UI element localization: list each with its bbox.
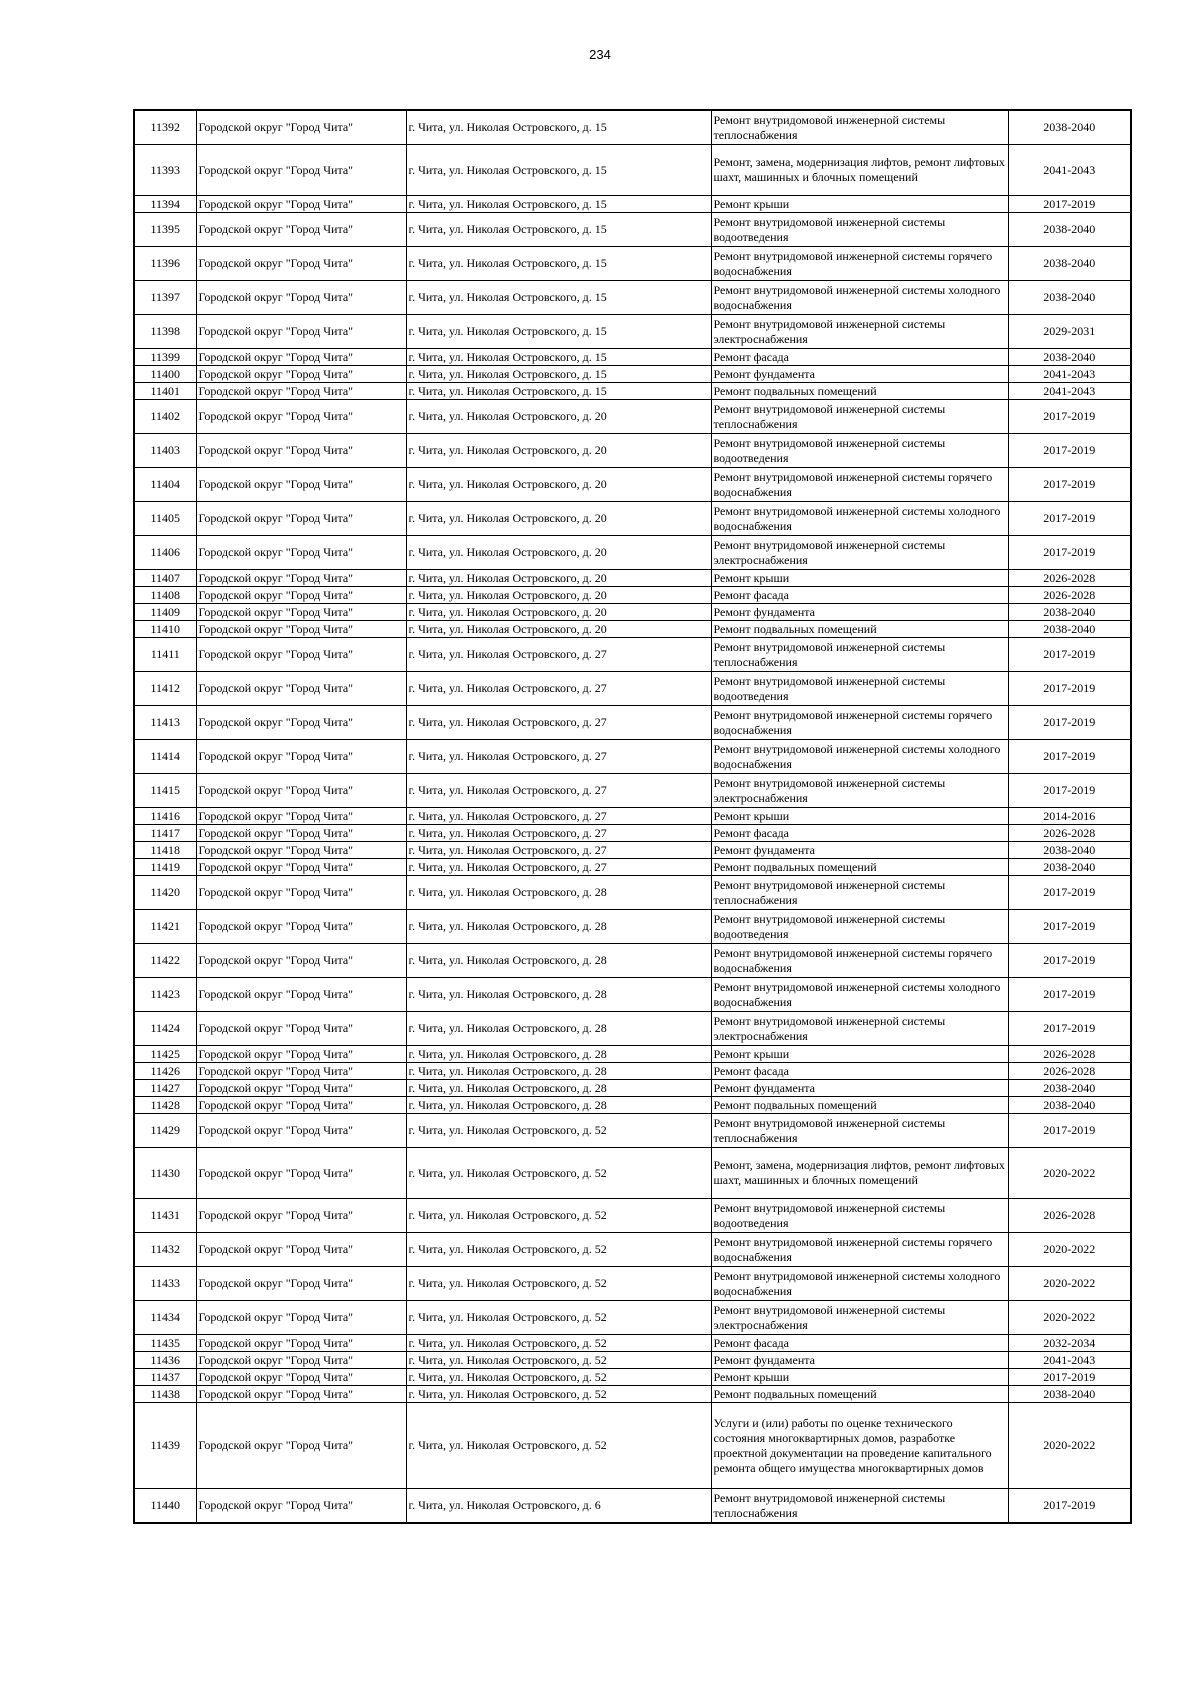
row-number-cell: 11436 bbox=[134, 1352, 196, 1369]
period-cell: 2020-2022 bbox=[1008, 1148, 1131, 1199]
address-cell: г. Чита, ул. Николая Островского, д. 28 bbox=[406, 978, 711, 1012]
table-row bbox=[134, 1233, 1131, 1267]
row-number-cell: 11416 bbox=[134, 808, 196, 825]
row-number-cell: 11433 bbox=[134, 1267, 196, 1301]
table-row bbox=[134, 842, 1131, 859]
period-cell: 2026-2028 bbox=[1008, 1199, 1131, 1233]
address-cell: г. Чита, ул. Николая Островского, д. 15 bbox=[406, 349, 711, 366]
row-number-cell: 11409 bbox=[134, 604, 196, 621]
address-cell: г. Чита, ул. Николая Островского, д. 52 bbox=[406, 1199, 711, 1233]
period-cell: 2026-2028 bbox=[1008, 570, 1131, 587]
address-cell: г. Чита, ул. Николая Островского, д. 52 bbox=[406, 1352, 711, 1369]
row-number-cell: 11408 bbox=[134, 587, 196, 604]
work-type-cell: Ремонт внутридомовой инженерной системы холодного водоснабжения bbox=[711, 1267, 1008, 1301]
row-number-cell: 11428 bbox=[134, 1097, 196, 1114]
period-cell: 2038-2040 bbox=[1008, 621, 1131, 638]
row-number-cell: 11404 bbox=[134, 468, 196, 502]
period-cell: 2020-2022 bbox=[1008, 1403, 1131, 1489]
municipality-cell: Городской округ "Город Чита" bbox=[196, 1012, 406, 1046]
table-row bbox=[134, 876, 1131, 910]
municipality-cell: Городской округ "Город Чита" bbox=[196, 808, 406, 825]
row-number-cell: 11417 bbox=[134, 825, 196, 842]
row-number-cell: 11432 bbox=[134, 1233, 196, 1267]
address-cell: г. Чита, ул. Николая Островского, д. 15 bbox=[406, 366, 711, 383]
row-number-cell: 11395 bbox=[134, 213, 196, 247]
period-cell: 2032-2034 bbox=[1008, 1335, 1131, 1352]
table-row bbox=[134, 1386, 1131, 1403]
period-cell: 2026-2028 bbox=[1008, 1063, 1131, 1080]
table-row bbox=[134, 1352, 1131, 1369]
period-cell: 2038-2040 bbox=[1008, 1080, 1131, 1097]
table-row bbox=[134, 110, 1131, 145]
table-row bbox=[134, 944, 1131, 978]
row-number-cell: 11413 bbox=[134, 706, 196, 740]
municipality-cell: Городской округ "Город Чита" bbox=[196, 1301, 406, 1335]
work-type-cell: Ремонт внутридомовой инженерной системы холодного водоснабжения bbox=[711, 281, 1008, 315]
address-cell: г. Чита, ул. Николая Островского, д. 28 bbox=[406, 1012, 711, 1046]
address-cell: г. Чита, ул. Николая Островского, д. 27 bbox=[406, 672, 711, 706]
municipality-cell: Городской округ "Город Чита" bbox=[196, 1148, 406, 1199]
table-row bbox=[134, 1080, 1131, 1097]
address-cell: г. Чита, ул. Николая Островского, д. 20 bbox=[406, 400, 711, 434]
row-number-cell: 11422 bbox=[134, 944, 196, 978]
period-cell: 2026-2028 bbox=[1008, 587, 1131, 604]
address-cell: г. Чита, ул. Николая Островского, д. 27 bbox=[406, 706, 711, 740]
address-cell: г. Чита, ул. Николая Островского, д. 15 bbox=[406, 383, 711, 400]
period-cell: 2029-2031 bbox=[1008, 315, 1131, 349]
period-cell: 2017-2019 bbox=[1008, 1489, 1131, 1524]
work-type-cell: Ремонт крыши bbox=[711, 1046, 1008, 1063]
address-cell: г. Чита, ул. Николая Островского, д. 52 bbox=[406, 1267, 711, 1301]
work-type-cell: Ремонт внутридомовой инженерной системы теплоснабжения bbox=[711, 638, 1008, 672]
work-type-cell: Ремонт крыши bbox=[711, 808, 1008, 825]
municipality-cell: Городской округ "Город Чита" bbox=[196, 468, 406, 502]
address-cell: г. Чита, ул. Николая Островского, д. 52 bbox=[406, 1114, 711, 1148]
work-type-cell: Ремонт внутридомовой инженерной системы горячего водоснабжения bbox=[711, 944, 1008, 978]
period-cell: 2020-2022 bbox=[1008, 1301, 1131, 1335]
address-cell: г. Чита, ул. Николая Островского, д. 20 bbox=[406, 587, 711, 604]
row-number-cell: 11405 bbox=[134, 502, 196, 536]
table-row bbox=[134, 978, 1131, 1012]
work-type-cell: Ремонт внутридомовой инженерной системы теплоснабжения bbox=[711, 400, 1008, 434]
municipality-cell: Городской округ "Город Чита" bbox=[196, 366, 406, 383]
address-cell: г. Чита, ул. Николая Островского, д. 27 bbox=[406, 825, 711, 842]
period-cell: 2017-2019 bbox=[1008, 1012, 1131, 1046]
period-cell: 2041-2043 bbox=[1008, 145, 1131, 196]
address-cell: г. Чита, ул. Николая Островского, д. 28 bbox=[406, 1063, 711, 1080]
address-cell: г. Чита, ул. Николая Островского, д. 6 bbox=[406, 1489, 711, 1524]
work-type-cell: Ремонт фасада bbox=[711, 349, 1008, 366]
period-cell: 2017-2019 bbox=[1008, 468, 1131, 502]
work-type-cell: Ремонт фундамента bbox=[711, 1080, 1008, 1097]
table-row bbox=[134, 468, 1131, 502]
row-number-cell: 11414 bbox=[134, 740, 196, 774]
address-cell: г. Чита, ул. Николая Островского, д. 28 bbox=[406, 876, 711, 910]
municipality-cell: Городской округ "Город Чита" bbox=[196, 1489, 406, 1524]
work-type-cell: Ремонт подвальных помещений bbox=[711, 859, 1008, 876]
municipality-cell: Городской округ "Город Чита" bbox=[196, 876, 406, 910]
municipality-cell: Городской округ "Город Чита" bbox=[196, 1386, 406, 1403]
table-row bbox=[134, 1199, 1131, 1233]
period-cell: 2038-2040 bbox=[1008, 842, 1131, 859]
row-number-cell: 11398 bbox=[134, 315, 196, 349]
municipality-cell: Городской округ "Город Чита" bbox=[196, 1233, 406, 1267]
work-type-cell: Ремонт внутридомовой инженерной системы горячего водоснабжения bbox=[711, 247, 1008, 281]
table-row bbox=[134, 1369, 1131, 1386]
address-cell: г. Чита, ул. Николая Островского, д. 20 bbox=[406, 621, 711, 638]
period-cell: 2017-2019 bbox=[1008, 1369, 1131, 1386]
period-cell: 2038-2040 bbox=[1008, 604, 1131, 621]
table-row bbox=[134, 774, 1131, 808]
municipality-cell: Городской округ "Город Чита" bbox=[196, 740, 406, 774]
work-type-cell: Ремонт фасада bbox=[711, 587, 1008, 604]
period-cell: 2017-2019 bbox=[1008, 1114, 1131, 1148]
address-cell: г. Чита, ул. Николая Островского, д. 52 bbox=[406, 1233, 711, 1267]
table-row bbox=[134, 706, 1131, 740]
period-cell: 2038-2040 bbox=[1008, 349, 1131, 366]
row-number-cell: 11421 bbox=[134, 910, 196, 944]
row-number-cell: 11411 bbox=[134, 638, 196, 672]
address-cell: г. Чита, ул. Николая Островского, д. 52 bbox=[406, 1335, 711, 1352]
period-cell: 2017-2019 bbox=[1008, 944, 1131, 978]
work-type-cell: Ремонт внутридомовой инженерной системы горячего водоснабжения bbox=[711, 468, 1008, 502]
period-cell: 2017-2019 bbox=[1008, 876, 1131, 910]
period-cell: 2017-2019 bbox=[1008, 434, 1131, 468]
period-cell: 2017-2019 bbox=[1008, 502, 1131, 536]
row-number-cell: 11418 bbox=[134, 842, 196, 859]
municipality-cell: Городской округ "Город Чита" bbox=[196, 672, 406, 706]
table-row bbox=[134, 621, 1131, 638]
row-number-cell: 11440 bbox=[134, 1489, 196, 1524]
row-number-cell: 11406 bbox=[134, 536, 196, 570]
table-row bbox=[134, 383, 1131, 400]
municipality-cell: Городской округ "Город Чита" bbox=[196, 706, 406, 740]
table-row bbox=[134, 638, 1131, 672]
table-row bbox=[134, 536, 1131, 570]
row-number-cell: 11423 bbox=[134, 978, 196, 1012]
address-cell: г. Чита, ул. Николая Островского, д. 20 bbox=[406, 604, 711, 621]
period-cell: 2038-2040 bbox=[1008, 213, 1131, 247]
work-type-cell: Ремонт внутридомовой инженерной системы теплоснабжения bbox=[711, 1114, 1008, 1148]
table-row bbox=[134, 1403, 1131, 1489]
table-row bbox=[134, 315, 1131, 349]
table-row bbox=[134, 1301, 1131, 1335]
row-number-cell: 11410 bbox=[134, 621, 196, 638]
municipality-cell: Городской округ "Город Чита" bbox=[196, 570, 406, 587]
work-type-cell: Ремонт подвальных помещений bbox=[711, 1097, 1008, 1114]
work-type-cell: Ремонт внутридомовой инженерной системы водоотведения bbox=[711, 672, 1008, 706]
row-number-cell: 11424 bbox=[134, 1012, 196, 1046]
municipality-cell: Городской округ "Город Чита" bbox=[196, 604, 406, 621]
municipality-cell: Городской округ "Город Чита" bbox=[196, 621, 406, 638]
row-number-cell: 11435 bbox=[134, 1335, 196, 1352]
municipality-cell: Городской округ "Город Чита" bbox=[196, 434, 406, 468]
municipality-cell: Городской округ "Город Чита" bbox=[196, 842, 406, 859]
work-type-cell: Ремонт внутридомовой инженерной системы холодного водоснабжения bbox=[711, 978, 1008, 1012]
work-type-cell: Ремонт крыши bbox=[711, 196, 1008, 213]
work-type-cell: Ремонт внутридомовой инженерной системы теплоснабжения bbox=[711, 876, 1008, 910]
row-number-cell: 11399 bbox=[134, 349, 196, 366]
period-cell: 2020-2022 bbox=[1008, 1233, 1131, 1267]
municipality-cell: Городской округ "Город Чита" bbox=[196, 315, 406, 349]
work-type-cell: Ремонт, замена, модернизация лифтов, ремонт лифтовых шахт, машинных и блочных помещений bbox=[711, 145, 1008, 196]
work-type-cell: Ремонт крыши bbox=[711, 1369, 1008, 1386]
municipality-cell: Городской округ "Город Чита" bbox=[196, 213, 406, 247]
work-type-cell: Ремонт внутридомовой инженерной системы электроснабжения bbox=[711, 774, 1008, 808]
work-type-cell: Ремонт подвальных помещений bbox=[711, 621, 1008, 638]
row-number-cell: 11431 bbox=[134, 1199, 196, 1233]
municipality-cell: Городской округ "Город Чита" bbox=[196, 978, 406, 1012]
row-number-cell: 11425 bbox=[134, 1046, 196, 1063]
period-cell: 2017-2019 bbox=[1008, 706, 1131, 740]
period-cell: 2026-2028 bbox=[1008, 1046, 1131, 1063]
table-row bbox=[134, 570, 1131, 587]
address-cell: г. Чита, ул. Николая Островского, д. 20 bbox=[406, 468, 711, 502]
address-cell: г. Чита, ул. Николая Островского, д. 27 bbox=[406, 638, 711, 672]
work-type-cell: Ремонт фасада bbox=[711, 1063, 1008, 1080]
municipality-cell: Городской округ "Город Чита" bbox=[196, 1335, 406, 1352]
work-type-cell: Ремонт внутридомовой инженерной системы горячего водоснабжения bbox=[711, 706, 1008, 740]
repair-schedule-body bbox=[134, 110, 1131, 1523]
address-cell: г. Чита, ул. Николая Островского, д. 28 bbox=[406, 944, 711, 978]
work-type-cell: Ремонт подвальных помещений bbox=[711, 383, 1008, 400]
row-number-cell: 11439 bbox=[134, 1403, 196, 1489]
row-number-cell: 11402 bbox=[134, 400, 196, 434]
address-cell: г. Чита, ул. Николая Островского, д. 27 bbox=[406, 774, 711, 808]
address-cell: г. Чита, ул. Николая Островского, д. 27 bbox=[406, 859, 711, 876]
period-cell: 2041-2043 bbox=[1008, 366, 1131, 383]
address-cell: г. Чита, ул. Николая Островского, д. 15 bbox=[406, 213, 711, 247]
work-type-cell: Ремонт внутридомовой инженерной системы горячего водоснабжения bbox=[711, 1233, 1008, 1267]
table-row bbox=[134, 1046, 1131, 1063]
address-cell: г. Чита, ул. Николая Островского, д. 28 bbox=[406, 1046, 711, 1063]
municipality-cell: Городской округ "Город Чита" bbox=[196, 196, 406, 213]
table-row bbox=[134, 672, 1131, 706]
row-number-cell: 11419 bbox=[134, 859, 196, 876]
period-cell: 2041-2043 bbox=[1008, 383, 1131, 400]
period-cell: 2017-2019 bbox=[1008, 536, 1131, 570]
period-cell: 2038-2040 bbox=[1008, 281, 1131, 315]
address-cell: г. Чита, ул. Николая Островского, д. 52 bbox=[406, 1369, 711, 1386]
municipality-cell: Городской округ "Город Чита" bbox=[196, 110, 406, 145]
period-cell: 2026-2028 bbox=[1008, 825, 1131, 842]
table-row bbox=[134, 196, 1131, 213]
table-row bbox=[134, 247, 1131, 281]
address-cell: г. Чита, ул. Николая Островского, д. 28 bbox=[406, 1097, 711, 1114]
period-cell: 2017-2019 bbox=[1008, 740, 1131, 774]
period-cell: 2038-2040 bbox=[1008, 247, 1131, 281]
work-type-cell: Ремонт внутридомовой инженерной системы электроснабжения bbox=[711, 1301, 1008, 1335]
municipality-cell: Городской округ "Город Чита" bbox=[196, 1097, 406, 1114]
municipality-cell: Городской округ "Город Чита" bbox=[196, 859, 406, 876]
municipality-cell: Городской округ "Город Чита" bbox=[196, 587, 406, 604]
row-number-cell: 11396 bbox=[134, 247, 196, 281]
work-type-cell: Ремонт внутридомовой инженерной системы электроснабжения bbox=[711, 1012, 1008, 1046]
municipality-cell: Городской округ "Город Чита" bbox=[196, 1063, 406, 1080]
work-type-cell: Ремонт внутридомовой инженерной системы водоотведения bbox=[711, 434, 1008, 468]
municipality-cell: Городской округ "Город Чита" bbox=[196, 1046, 406, 1063]
municipality-cell: Городской округ "Город Чита" bbox=[196, 383, 406, 400]
table-row bbox=[134, 740, 1131, 774]
row-number-cell: 11426 bbox=[134, 1063, 196, 1080]
address-cell: г. Чита, ул. Николая Островского, д. 52 bbox=[406, 1403, 711, 1489]
municipality-cell: Городской округ "Город Чита" bbox=[196, 145, 406, 196]
municipality-cell: Городской округ "Город Чита" bbox=[196, 825, 406, 842]
period-cell: 2038-2040 bbox=[1008, 1097, 1131, 1114]
municipality-cell: Городской округ "Город Чита" bbox=[196, 247, 406, 281]
row-number-cell: 11415 bbox=[134, 774, 196, 808]
table-row bbox=[134, 1097, 1131, 1114]
work-type-cell: Ремонт фасада bbox=[711, 825, 1008, 842]
municipality-cell: Городской округ "Город Чита" bbox=[196, 281, 406, 315]
row-number-cell: 11437 bbox=[134, 1369, 196, 1386]
address-cell: г. Чита, ул. Николая Островского, д. 15 bbox=[406, 315, 711, 349]
table-row bbox=[134, 910, 1131, 944]
table-row bbox=[134, 1267, 1131, 1301]
address-cell: г. Чита, ул. Николая Островского, д. 15 bbox=[406, 110, 711, 145]
work-type-cell: Ремонт внутридомовой инженерной системы холодного водоснабжения bbox=[711, 740, 1008, 774]
table-row bbox=[134, 281, 1131, 315]
row-number-cell: 11401 bbox=[134, 383, 196, 400]
municipality-cell: Городской округ "Город Чита" bbox=[196, 1403, 406, 1489]
period-cell: 2038-2040 bbox=[1008, 859, 1131, 876]
work-type-cell: Ремонт внутридомовой инженерной системы теплоснабжения bbox=[711, 110, 1008, 145]
address-cell: г. Чита, ул. Николая Островского, д. 27 bbox=[406, 842, 711, 859]
work-type-cell: Ремонт крыши bbox=[711, 570, 1008, 587]
municipality-cell: Городской округ "Город Чита" bbox=[196, 1199, 406, 1233]
address-cell: г. Чита, ул. Николая Островского, д. 27 bbox=[406, 808, 711, 825]
municipality-cell: Городской округ "Город Чита" bbox=[196, 1369, 406, 1386]
table-row bbox=[134, 825, 1131, 842]
table-row bbox=[134, 1114, 1131, 1148]
address-cell: г. Чита, ул. Николая Островского, д. 20 bbox=[406, 502, 711, 536]
work-type-cell: Ремонт фундамента bbox=[711, 1352, 1008, 1369]
address-cell: г. Чита, ул. Николая Островского, д. 28 bbox=[406, 910, 711, 944]
work-type-cell: Ремонт подвальных помещений bbox=[711, 1386, 1008, 1403]
period-cell: 2017-2019 bbox=[1008, 400, 1131, 434]
table-row bbox=[134, 604, 1131, 621]
work-type-cell: Ремонт фасада bbox=[711, 1335, 1008, 1352]
work-type-cell: Ремонт внутридомовой инженерной системы электроснабжения bbox=[711, 315, 1008, 349]
work-type-cell: Ремонт фундамента bbox=[711, 842, 1008, 859]
row-number-cell: 11429 bbox=[134, 1114, 196, 1148]
row-number-cell: 11393 bbox=[134, 145, 196, 196]
period-cell: 2041-2043 bbox=[1008, 1352, 1131, 1369]
repair-schedule-table bbox=[133, 109, 1132, 1524]
address-cell: г. Чита, ул. Николая Островского, д. 20 bbox=[406, 570, 711, 587]
table-row bbox=[134, 1148, 1131, 1199]
row-number-cell: 11420 bbox=[134, 876, 196, 910]
table-row bbox=[134, 400, 1131, 434]
municipality-cell: Городской округ "Город Чита" bbox=[196, 1114, 406, 1148]
work-type-cell: Ремонт, замена, модернизация лифтов, ремонт лифтовых шахт, машинных и блочных помещений bbox=[711, 1148, 1008, 1199]
address-cell: г. Чита, ул. Николая Островского, д. 27 bbox=[406, 740, 711, 774]
municipality-cell: Городской округ "Город Чита" bbox=[196, 774, 406, 808]
address-cell: г. Чита, ул. Николая Островского, д. 15 bbox=[406, 145, 711, 196]
table-row bbox=[134, 1063, 1131, 1080]
table-row bbox=[134, 349, 1131, 366]
address-cell: г. Чита, ул. Николая Островского, д. 52 bbox=[406, 1386, 711, 1403]
table-row bbox=[134, 808, 1131, 825]
period-cell: 2017-2019 bbox=[1008, 196, 1131, 213]
address-cell: г. Чита, ул. Николая Островского, д. 15 bbox=[406, 281, 711, 315]
work-type-cell: Ремонт внутридомовой инженерной системы холодного водоснабжения bbox=[711, 502, 1008, 536]
period-cell: 2017-2019 bbox=[1008, 910, 1131, 944]
work-type-cell: Ремонт внутридомовой инженерной системы теплоснабжения bbox=[711, 1489, 1008, 1524]
address-cell: г. Чита, ул. Николая Островского, д. 20 bbox=[406, 434, 711, 468]
period-cell: 2020-2022 bbox=[1008, 1267, 1131, 1301]
row-number-cell: 11430 bbox=[134, 1148, 196, 1199]
table-row bbox=[134, 1335, 1131, 1352]
table-row bbox=[134, 1489, 1131, 1524]
row-number-cell: 11392 bbox=[134, 110, 196, 145]
address-cell: г. Чита, ул. Николая Островского, д. 15 bbox=[406, 196, 711, 213]
period-cell: 2017-2019 bbox=[1008, 774, 1131, 808]
period-cell: 2014-2016 bbox=[1008, 808, 1131, 825]
municipality-cell: Городской округ "Город Чита" bbox=[196, 400, 406, 434]
table-row bbox=[134, 434, 1131, 468]
row-number-cell: 11427 bbox=[134, 1080, 196, 1097]
period-cell: 2038-2040 bbox=[1008, 110, 1131, 145]
work-type-cell: Услуги и (или) работы по оценке технического состояния многоквартирных домов, разработке проектной документации на проведение капитального ремонта общего имущества многоквартирных домов bbox=[711, 1403, 1008, 1489]
row-number-cell: 11403 bbox=[134, 434, 196, 468]
page-number: 234 bbox=[589, 47, 611, 62]
table-row bbox=[134, 366, 1131, 383]
table-row bbox=[134, 502, 1131, 536]
address-cell: г. Чита, ул. Николая Островского, д. 52 bbox=[406, 1148, 711, 1199]
municipality-cell: Городской округ "Город Чита" bbox=[196, 536, 406, 570]
table-row bbox=[134, 1012, 1131, 1046]
row-number-cell: 11412 bbox=[134, 672, 196, 706]
municipality-cell: Городской округ "Город Чита" bbox=[196, 1352, 406, 1369]
period-cell: 2038-2040 bbox=[1008, 1386, 1131, 1403]
period-cell: 2017-2019 bbox=[1008, 978, 1131, 1012]
municipality-cell: Городской округ "Город Чита" bbox=[196, 910, 406, 944]
address-cell: г. Чита, ул. Николая Островского, д. 15 bbox=[406, 247, 711, 281]
table-row bbox=[134, 213, 1131, 247]
municipality-cell: Городской округ "Город Чита" bbox=[196, 638, 406, 672]
work-type-cell: Ремонт внутридомовой инженерной системы водоотведения bbox=[711, 910, 1008, 944]
municipality-cell: Городской округ "Город Чита" bbox=[196, 1080, 406, 1097]
table-row bbox=[134, 145, 1131, 196]
address-cell: г. Чита, ул. Николая Островского, д. 20 bbox=[406, 536, 711, 570]
municipality-cell: Городской округ "Город Чита" bbox=[196, 1267, 406, 1301]
address-cell: г. Чита, ул. Николая Островского, д. 28 bbox=[406, 1080, 711, 1097]
municipality-cell: Городской округ "Город Чита" bbox=[196, 349, 406, 366]
work-type-cell: Ремонт внутридомовой инженерной системы водоотведения bbox=[711, 213, 1008, 247]
row-number-cell: 11394 bbox=[134, 196, 196, 213]
row-number-cell: 11397 bbox=[134, 281, 196, 315]
table-row bbox=[134, 859, 1131, 876]
period-cell: 2017-2019 bbox=[1008, 638, 1131, 672]
work-type-cell: Ремонт фундамента bbox=[711, 366, 1008, 383]
row-number-cell: 11400 bbox=[134, 366, 196, 383]
table-row bbox=[134, 587, 1131, 604]
municipality-cell: Городской округ "Город Чита" bbox=[196, 944, 406, 978]
address-cell: г. Чита, ул. Николая Островского, д. 52 bbox=[406, 1301, 711, 1335]
period-cell: 2017-2019 bbox=[1008, 672, 1131, 706]
row-number-cell: 11407 bbox=[134, 570, 196, 587]
row-number-cell: 11434 bbox=[134, 1301, 196, 1335]
work-type-cell: Ремонт внутридомовой инженерной системы электроснабжения bbox=[711, 536, 1008, 570]
row-number-cell: 11438 bbox=[134, 1386, 196, 1403]
work-type-cell: Ремонт фундамента bbox=[711, 604, 1008, 621]
work-type-cell: Ремонт внутридомовой инженерной системы водоотведения bbox=[711, 1199, 1008, 1233]
municipality-cell: Городской округ "Город Чита" bbox=[196, 502, 406, 536]
